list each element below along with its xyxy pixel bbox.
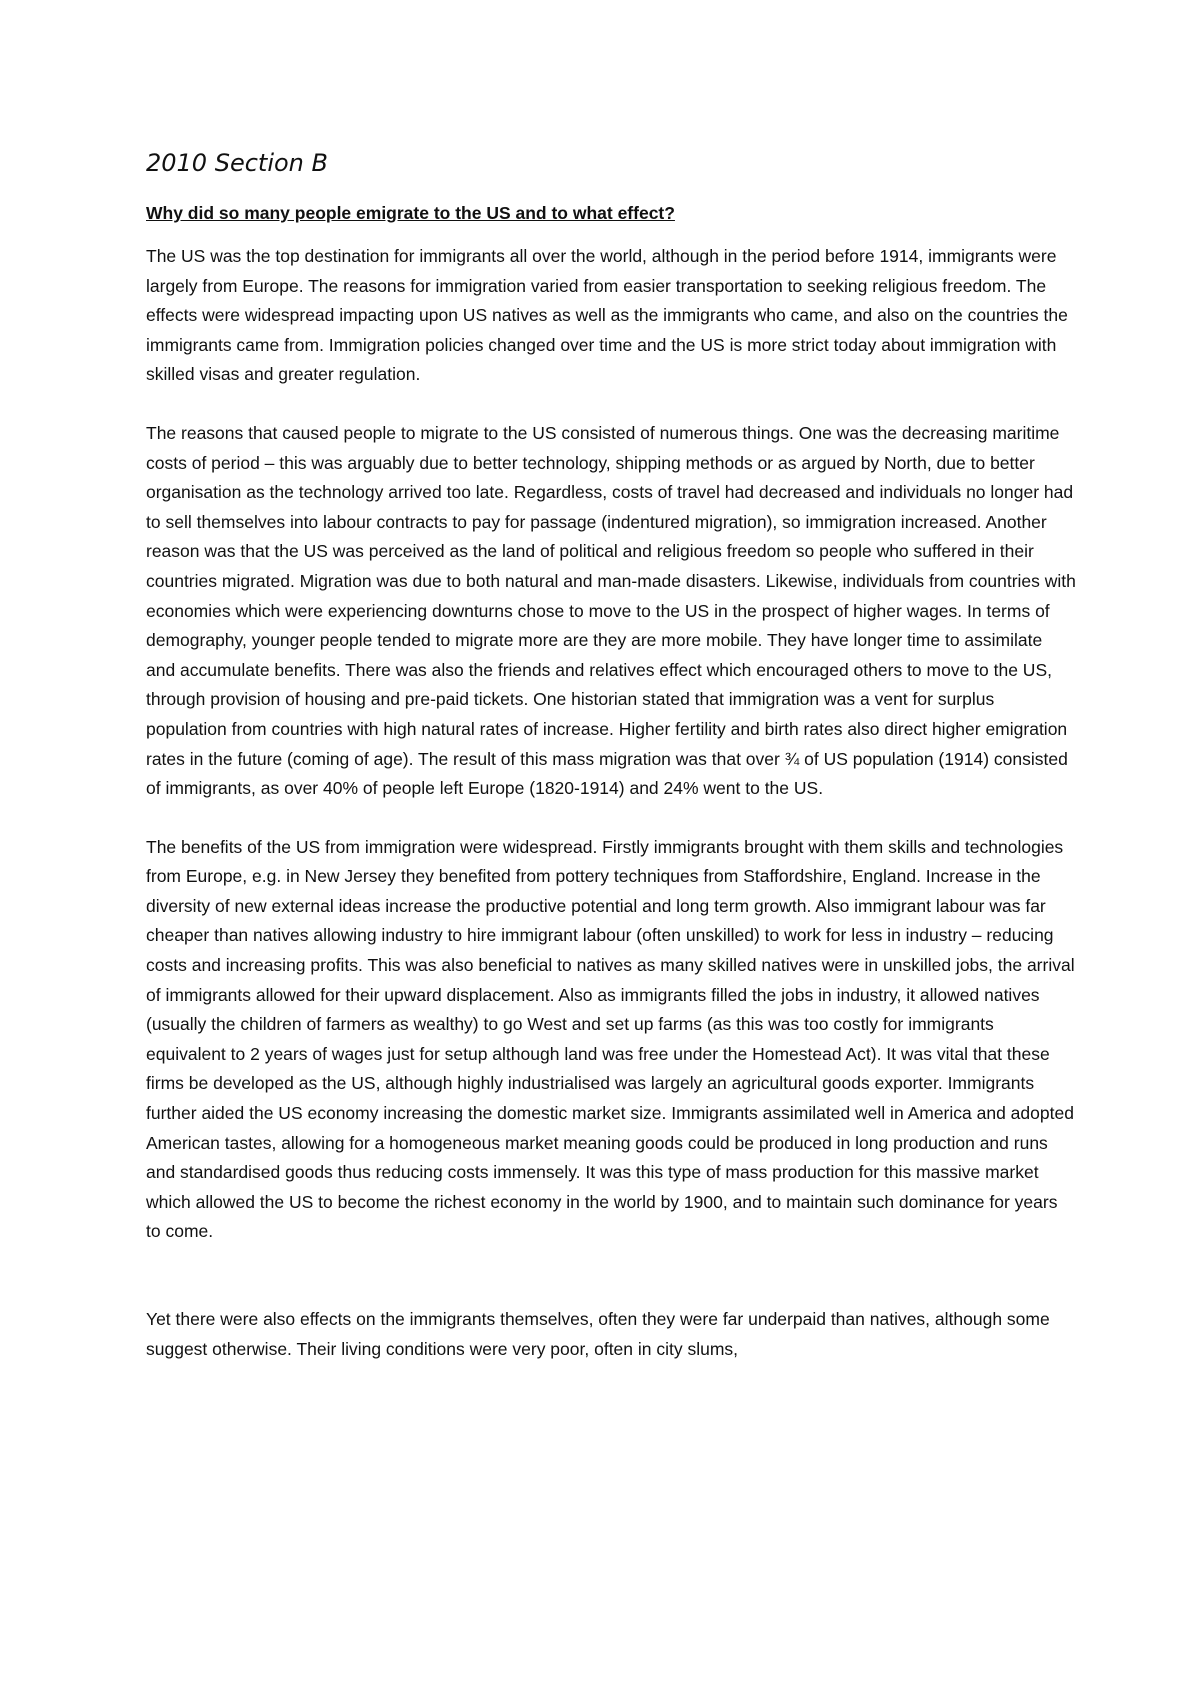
document-body [146, 146, 1076, 1364]
paragraph-introduction: The US was the top destination for immigrants all over the world, although in the period before 1914, immigrants were largely from Europe. The reasons for immigration varied from easier transportation to seeking religious freedom. The effects were widespread impacting upon US natives as well as the immigrants who came, and also on the countries the immigrants came from. Immigration policies changed over time and the US is more strict today about immigration with skilled visas and greater regulation. [146, 246, 1068, 385]
paragraph-effects-on-immigrants: Yet there were also effects on the immigrants themselves, often they were far underpaid than natives, although some suggest otherwise. Their living conditions were very poor, often in city slums, [146, 1309, 1050, 1359]
document-title: 2010 Section B [146, 149, 328, 177]
paragraph-benefits: The benefits of the US from immigration were widespread. Firstly immigrants brought with them skills and technologies from Europe, e.g. in New Jersey they benefited from pottery techniques from Staffordshire, England. Increase in the diversity of new external ideas increase the productive potential and long term growth. Also immigrant labour was far cheaper than natives allowing industry to hire immigrant labour (often unskilled) to work for less in industry – reducing costs and increasing profits. This was also beneficial to natives as many skilled natives were in unskilled jobs, the arrival of immigrants allowed for their upward displacement. Also as immigrants filled the jobs in industry, it allowed natives (usually the children of farmers as wealthy) to go West and set up farms (as this was too costly for immigrants equivalent to 2 years of wages just for setup although land was free under the Homestead Act). It was vital that these firms be developed as the US, although highly industrialised was largely an agricultural goods exporter. Immigrants further aided the US economy increasing the domestic market size. Immigrants assimilated well in America and adopted American tastes, allowing for a homogeneous market meaning goods could be produced in long production and runs and standardised goods thus reducing costs immensely. It was this type of mass production for this massive market which allowed the US to become the richest economy in the world by 1900, and to maintain such dominance for years to come. [146, 836, 1075, 1242]
essay-question: Why did so many people emigrate to the US and to what effect? [146, 203, 675, 223]
paragraph-reasons: The reasons that caused people to migrate to the US consisted of numerous things. One was the decreasing maritime costs of period – this was arguably due to better technology, shipping methods or as argued by North, due to better organisation as the technology arrived too late. Regardless, costs of travel had decreased and individuals no longer had to sell themselves into labour contracts to pay for passage (indentured migration), so immigration increased. Another reason was that the US was perceived as the land of political and religious freedom so people who suffered in their countries migrated. Migration was due to both natural and man-made disasters. Likewise, individuals from countries with economies which were experiencing downturns chose to move to the US in the prospect of higher wages. In terms of demography, younger people tended to migrate more are they are more mobile. They have longer time to assimilate and accumulate benefits. There was also the friends and relatives effect which encouraged others to move to the US, through provision of housing and pre-paid tickets. One historian stated that immigration was a vent for surplus population from countries with high natural rates of increase. Higher fertility and birth rates also direct higher emigration rates in the future (coming of age). The result of this mass migration was that over ¾ of US population (1914) consisted of immigrants, as over 40% of people left Europe (1820-1914) and 24% went to the US. [146, 422, 1076, 799]
